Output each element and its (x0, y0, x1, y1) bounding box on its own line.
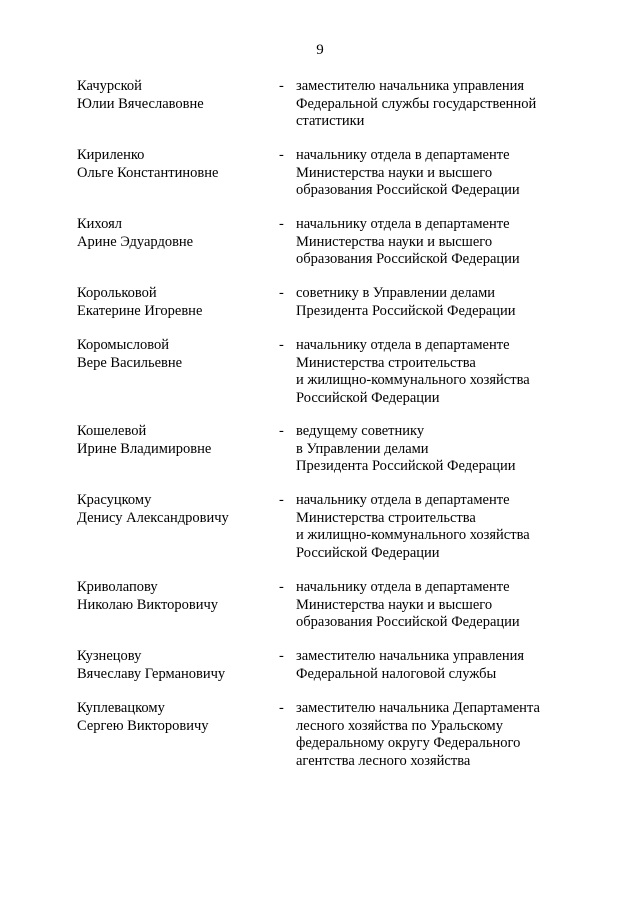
person-name (77, 78, 267, 113)
position-line: советнику в Управлении делами (296, 285, 496, 301)
position-line: заместителю начальника Департамента (296, 700, 540, 716)
position-line: Российской Федерации (296, 389, 440, 406)
person-surname: Красуцкому (77, 492, 152, 508)
position-line: Российской Федерации (296, 544, 440, 561)
person-name (77, 147, 267, 182)
person-position (296, 216, 596, 269)
position-line: начальнику отдела в департаменте (296, 147, 510, 163)
person-name (77, 285, 267, 320)
person-surname: Коромысловой (77, 337, 170, 353)
person-surname: Кихоял (77, 216, 123, 232)
person-given-name: Ирине Владимировне (77, 440, 212, 457)
separator-dash: - (279, 423, 284, 439)
position-line: Министерства науки и высшего (296, 164, 493, 181)
person-given-name: Арине Эдуардовне (77, 233, 194, 250)
person-given-name: Вячеславу Германовичу (77, 665, 226, 682)
person-position (296, 147, 596, 200)
person-given-name: Вере Васильевне (77, 354, 183, 371)
position-line: Министерства науки и высшего (296, 596, 493, 613)
person-surname: Кириленко (77, 147, 145, 163)
person-position (296, 423, 596, 476)
position-line: и жилищно-коммунального хозяйства (296, 527, 530, 543)
person-position (296, 648, 596, 683)
position-line: Министерства науки и высшего (296, 233, 493, 250)
position-line: начальнику отдела в департаменте (296, 579, 510, 595)
person-surname: Криволапову (77, 579, 158, 595)
position-line: Министерства строительства (296, 509, 476, 526)
separator-dash: - (279, 147, 284, 163)
person-given-name: Юлии Вячеславовне (77, 95, 204, 112)
person-position (296, 579, 596, 632)
person-name (77, 579, 267, 614)
person-position (296, 492, 596, 562)
position-line: ведущему советнику (296, 423, 425, 439)
position-line: образования Российской Федерации (296, 251, 520, 267)
position-line: федеральному округу Федерального (296, 735, 521, 751)
position-line: в Управлении делами (296, 440, 429, 457)
person-given-name: Денису Александровичу (77, 509, 229, 526)
person-position (296, 700, 596, 770)
person-name (77, 216, 267, 251)
position-line: Президента Российской Федерации (296, 302, 516, 319)
position-line: Президента Российской Федерации (296, 458, 516, 474)
page-number: 9 (316, 42, 324, 58)
position-line: начальнику отдела в департаменте (296, 216, 510, 232)
position-line: начальнику отдела в департаменте (296, 337, 510, 353)
person-surname: Кошелевой (77, 423, 147, 439)
person-given-name: Екатерине Игоревне (77, 302, 203, 319)
person-given-name: Сергею Викторовичу (77, 717, 209, 734)
person-surname: Качурской (77, 78, 142, 94)
separator-dash: - (279, 492, 284, 508)
person-surname: Корольковой (77, 285, 157, 301)
position-line: Федеральной службы государственной (296, 95, 537, 112)
separator-dash: - (279, 78, 284, 94)
position-line: Федеральной налоговой службы (296, 665, 497, 682)
person-position (296, 285, 596, 320)
position-line: статистики (296, 113, 365, 129)
position-line: Министерства строительства (296, 354, 476, 371)
position-line: и жилищно-коммунального хозяйства (296, 372, 530, 388)
separator-dash: - (279, 648, 284, 664)
person-position (296, 337, 596, 407)
position-line: заместителю начальника управления (296, 648, 525, 664)
position-line: заместителю начальника управления (296, 78, 525, 94)
person-given-name: Ольге Константиновне (77, 164, 219, 181)
position-line: начальнику отдела в департаменте (296, 492, 510, 508)
person-surname: Кузнецову (77, 648, 142, 664)
separator-dash: - (279, 700, 284, 716)
person-name (77, 648, 267, 683)
person-surname: Куплевацкому (77, 700, 165, 716)
person-given-name: Николаю Викторовичу (77, 596, 219, 613)
position-line: лесного хозяйства по Уральскому (296, 717, 503, 734)
person-position (296, 78, 596, 131)
person-name (77, 700, 267, 735)
separator-dash: - (279, 285, 284, 301)
separator-dash: - (279, 337, 284, 353)
position-line: агентства лесного хозяйства (296, 752, 471, 769)
separator-dash: - (279, 216, 284, 232)
position-line: образования Российской Федерации (296, 614, 520, 630)
position-line: образования Российской Федерации (296, 182, 520, 198)
person-name (77, 423, 267, 458)
separator-dash: - (279, 579, 284, 595)
person-name (77, 492, 267, 527)
person-name (77, 337, 267, 372)
